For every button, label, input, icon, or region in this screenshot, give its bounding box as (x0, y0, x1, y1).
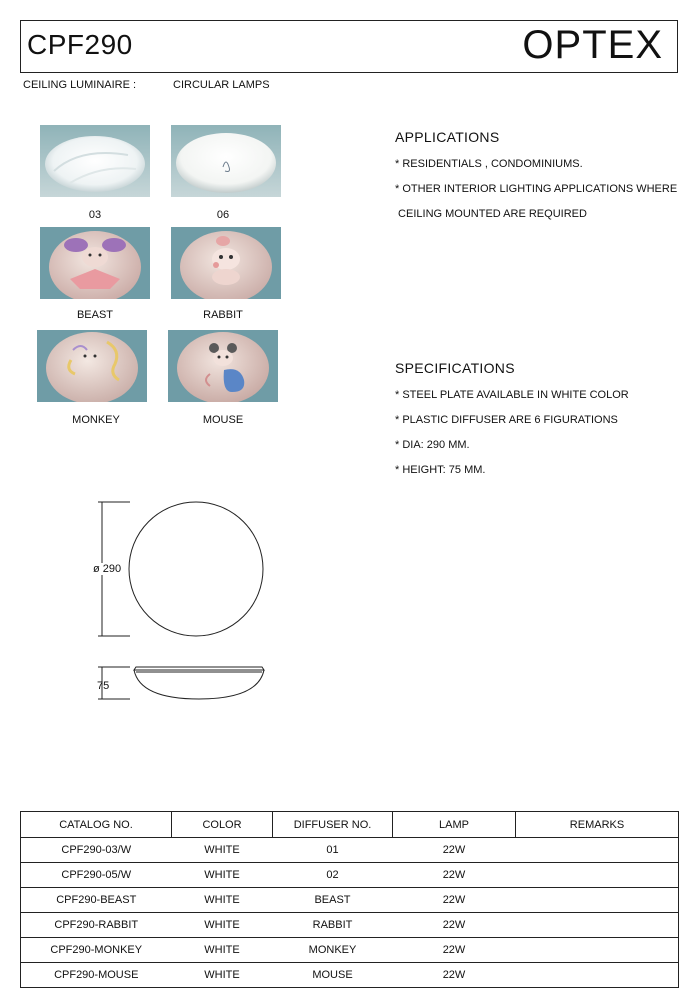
caption-monkey: MONKEY (72, 414, 120, 426)
specifications-title: SPECIFICATIONS (395, 360, 515, 376)
diameter-label: ø 290 (93, 563, 122, 575)
catalog-no-cell: CPF290-MOUSE (21, 963, 172, 988)
catalog-no-cell: CPF290-BEAST (21, 888, 172, 913)
application-line-2: * OTHER INTERIOR LIGHTING APPLICATIONS WHERE (395, 183, 678, 195)
remarks-cell (516, 938, 679, 963)
diffuser-cell: 02 (273, 863, 393, 888)
caption-mouse: MOUSE (202, 414, 244, 426)
table-row (21, 888, 679, 913)
product-image-beast (40, 227, 150, 299)
header-remarks: REMARKS (516, 812, 679, 838)
top-view (98, 502, 263, 636)
height-label: 75 (97, 680, 110, 692)
caption-beast: BEAST (76, 309, 114, 321)
remarks-cell (516, 963, 679, 988)
table-row (21, 913, 679, 938)
table-row (21, 963, 679, 988)
product-image-rabbit (171, 227, 281, 299)
diffuser-cell: RABBIT (273, 913, 393, 938)
remarks-cell (516, 913, 679, 938)
spec-line-1: * STEEL PLATE AVAILABLE IN WHITE COLOR (395, 389, 629, 401)
lamp-cell: 22W (393, 838, 516, 863)
catalog-no-cell: CPF290-RABBIT (21, 913, 172, 938)
header-diffuser-no: DIFFUSER NO. (273, 812, 393, 838)
title-box (20, 20, 678, 73)
color-cell: WHITE (172, 888, 273, 913)
catalog-no-cell: CPF290-05/W (21, 863, 172, 888)
color-cell: WHITE (172, 838, 273, 863)
color-cell: WHITE (172, 963, 273, 988)
side-view (98, 667, 264, 699)
caption-rabbit: RABBIT (203, 309, 243, 321)
header-catalog-no: CATALOG NO. (21, 812, 172, 838)
spec-line-4: * HEIGHT: 75 MM. (395, 464, 486, 476)
catalog-no-cell: CPF290-03/W (21, 838, 172, 863)
catalog-table (20, 811, 679, 988)
caption-06: 06 (216, 209, 230, 221)
lamp-cell: 22W (393, 888, 516, 913)
diffuser-cell: MONKEY (273, 938, 393, 963)
table-row (21, 938, 679, 963)
diffuser-cell: BEAST (273, 888, 393, 913)
diffuser-cell: 01 (273, 838, 393, 863)
catalog-no-cell: CPF290-MONKEY (21, 938, 172, 963)
product-image-monkey (37, 330, 147, 402)
category-label: CEILING LUMINAIRE : (23, 79, 137, 91)
lamp-cell: 22W (393, 913, 516, 938)
product-image-06 (171, 125, 281, 197)
color-cell: WHITE (172, 863, 273, 888)
technical-drawing (80, 490, 280, 715)
header-color: COLOR (172, 812, 273, 838)
brand-name: OPTEX (522, 23, 663, 67)
table-header-row (21, 812, 679, 838)
header-lamp: LAMP (393, 812, 516, 838)
spec-line-3: * DIA: 290 MM. (395, 439, 470, 451)
product-image-03 (40, 125, 150, 197)
diffuser-cell: MOUSE (273, 963, 393, 988)
remarks-cell (516, 863, 679, 888)
spec-line-2: * PLASTIC DIFFUSER ARE 6 FIGURATIONS (395, 414, 618, 426)
application-line-1: * RESIDENTIALS , CONDOMINIUMS. (395, 158, 583, 170)
remarks-cell (516, 838, 679, 863)
color-cell: WHITE (172, 913, 273, 938)
product-image-mouse (168, 330, 278, 402)
table-row (21, 863, 679, 888)
lamp-type-label: CIRCULAR LAMPS (173, 79, 270, 91)
model-code: CPF290 (27, 29, 133, 60)
lamp-cell: 22W (393, 863, 516, 888)
remarks-cell (516, 888, 679, 913)
lamp-cell: 22W (393, 938, 516, 963)
caption-03: 03 (88, 209, 102, 221)
color-cell: WHITE (172, 938, 273, 963)
application-line-3: CEILING MOUNTED ARE REQUIRED (395, 208, 587, 220)
applications-title: APPLICATIONS (395, 129, 500, 145)
table-row (21, 838, 679, 863)
lamp-cell: 22W (393, 963, 516, 988)
